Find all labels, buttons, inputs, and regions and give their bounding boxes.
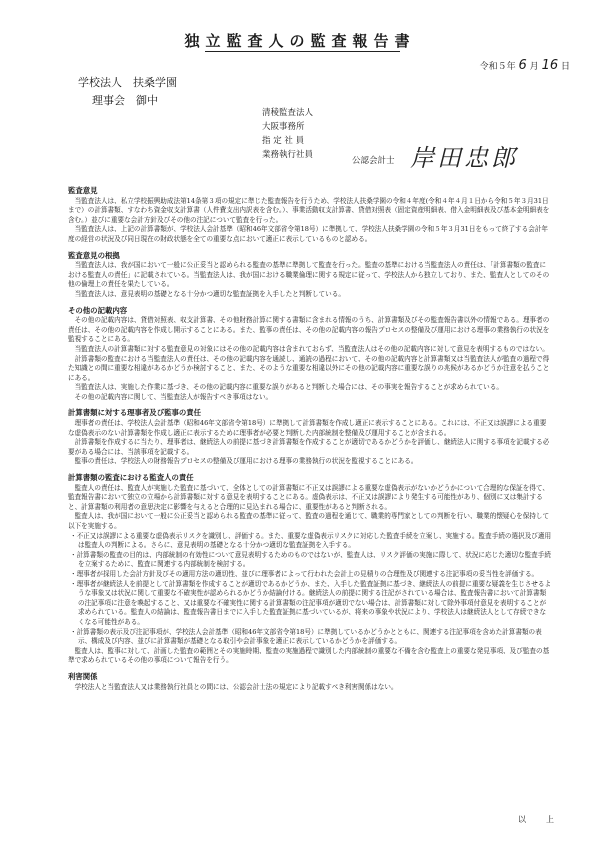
section-paragraph: 当監査法人は、意見表明の基礎となる十分かつ適切な監査証拠を入手したと判断している。 <box>74 289 345 298</box>
section-paragraph: その他の記載内容は、貸借対照表、収支計算書、その他財務計算に関する書類に含まれる情報のうち、計算書類及びその監査報告書以外の情報である。理事者の責任は、その他の記載内容を作成し開示することにある。また、監事の責任は、その他の記載内容の報告プロセスの整備及び運用における理事の業務執行の状況を監視することにある。 <box>68 316 550 344</box>
date-month-label: 月 <box>529 62 539 72</box>
bullet-marker: ・ <box>70 569 77 578</box>
bullet-text: 不正又は誤謬による重要な虚偽表示リスクを識別し、評価する。また、重要な虚偽表示リスクに対応した監査手続を立案し、実施する。監査手続の選択及び適用は監査人の判断による。さらに、意見表明の基礎となる十分かつ適切な監査証拠を入手する。 <box>76 531 552 550</box>
section-heading: 計算書類に対する理事者及び監事の責任 <box>68 408 202 418</box>
addressee-board: 理事会 御中 <box>92 94 158 107</box>
report-date <box>480 58 570 73</box>
firm-name: 清稜監査法人 <box>262 108 314 118</box>
bullet-marker: ・ <box>70 531 77 540</box>
title-underline <box>205 51 400 52</box>
bullet-text: 理事者が採用した会計方針及びその適用方法の適切性、並びに理事者によって行われた会計上の見積りの合理性及び関連する注記事項の妥当性を評価する。 <box>76 569 539 578</box>
document-title: 独立監査人の監査報告書 <box>184 32 416 50</box>
date-day: 16 <box>541 58 559 73</box>
section-paragraph: 当監査法人は、実施した作業に基づき、その他の記載内容に重要な誤りがあると判断した場合には、その事実を報告することが求められている。 <box>74 383 503 392</box>
section-paragraph: 監査人は、我が国において一般に公正妥当と認められる監査の基準に従って、監査の過程を通じて、職業的専門家としての判断を行い、職業的懐疑心を保持して以下を実施する。 <box>68 512 550 530</box>
section-paragraph: 当監査法人は、私立学校振興助成法第14条第３項の規定に準じた監査報告を行うため、学校法人扶桑学園の令和４年度(令和４年４月１日から令和５年３月31日まで）の計算書類、すなわち資金収支計算書（人件費支出内訳表を含む。）、事業活動収支計算書、貸借対照表（固定資産明細表、借入金明細表及び基本金明細表を含む。）並びに重要な会計方針及びその他の注記について監査を行った。 <box>68 196 550 224</box>
bullet-item <box>68 570 552 580</box>
firm-role-engagement: 業務執行社員 <box>262 150 314 160</box>
section-paragraph: 計算書類の監査における当監査法人の責任は、その他の記載内容を通読し、通読の過程において、その他の記載内容と計算書類又は当監査法人が監査の過程で得た知識との間に重要な相違があるかどうか検討すること、また、そのような重要な相違以外にその他の記載内容に重要な誤りの兆候があるかどうか注意を払うことにある。 <box>68 354 550 382</box>
section-paragraph: 当監査法人は、上記の計算書類が、学校法人会計基準（昭和46年文部省令第18号）に準拠して、学校法人扶桑学園の令和５年３月31日をもって終了する会計年度の経営の状況及び同日現在の財政状態を全ての重要な点において適正に表示しているものと認める。 <box>68 225 549 243</box>
bullet-marker: ・ <box>70 579 77 588</box>
signer-qualification: 公認会計士 <box>352 156 395 166</box>
date-month: 6 <box>518 58 527 73</box>
firm-role-designated: 指 定 社 員 <box>262 136 305 146</box>
signer-signature: 岸田忠郎 <box>410 144 518 172</box>
bullet-item <box>68 532 552 551</box>
bullet-item <box>68 580 552 628</box>
closing-mark: 以 上 <box>518 815 560 824</box>
bullet-marker: ・ <box>70 550 77 559</box>
bullet-item <box>68 628 552 647</box>
date-day-label: 日 <box>560 62 570 72</box>
section-paragraph: 監査人は、監事に対して、計画した監査の範囲とその実施時期、監査の実施過程で識別した内部統制の重要な不備を含む監査上の重要な発見事項、及び監査の基準で求められているその他の事項について報告を行う。 <box>68 646 550 665</box>
section-heading: その他の記載内容 <box>68 305 128 315</box>
section-paragraph: 当監査法人の計算書類に対する監査意見の対象にはその他の記載内容は含まれておらず、当監査法人はその他の記載内容に対して意見を表明するものではない。 <box>74 344 549 353</box>
section-paragraph: 計算書類を作成するに当たり、理事者は、継続法人の前提に基づき計算書類を作成することが適切であるかどうかを評価し、継続法人に関する事項を記載する必要がある場合には、当該事項を記載する。 <box>68 438 550 456</box>
report-body <box>68 180 552 692</box>
firm-office: 大阪事務所 <box>262 122 305 132</box>
section-paragraph: 当監査法人は、我が国において一般に公正妥当と認められる監査の基準に準拠して監査を行った。監査の基準における当監査法人の責任は、「計算書類の監査における監査人の責任」に記載されている。当監査法人は、我が国における職業倫理に関する規定に従って、学校法人から独立しており、また、監査人としてのその他の倫理上の責任を果たしている。 <box>68 261 550 289</box>
section-heading: 計算書類の監査における監査人の責任 <box>68 473 194 483</box>
section-paragraph: 学校法人と当監査法人又は業務執行社員との間には、公認会計士法の規定により記載すべき利害関係はない。 <box>74 682 398 691</box>
addressee-org: 学校法人 扶桑学園 <box>78 76 177 89</box>
section-paragraph: その他の記載内容に関して、当監査法人が報告すべき事項はない。 <box>74 392 273 401</box>
section-heading: 監査意見の根拠 <box>68 250 120 260</box>
section-heading: 利害関係 <box>68 671 98 681</box>
section-paragraph: 理事者の責任は、学校法人会計基準（昭和46年文部省令第18号）に準拠して計算書類を作成し適正に表示することにある。これには、不正又は誤謬による重要な虚偽表示のない計算書類を作成し適正に表示するために理事者が必要と判断した内部統制を整備及び運用することが含まれる。 <box>68 419 547 437</box>
bullet-text: 理事者が継続法人を前提として計算書類を作成することが適切であるかどうか、また、入手した監査証拠に基づき、継続法人の前提に重要な疑義を生じさせるような事象又は状況に関して重要な不確実性が認められるかどうか結論付ける。継続法人の前提に関する注記がされている場合は、監査報告書において計算書類の注記事項に注意を喚起すること、又は重要な不確実性に関する計算書類の注記事項が適切でない場合は、計算書類に対して除外事項付意見を表明することが求められている。監査人の結論は、監査報告書日までに入手した監査証拠に基づいているが、将来の事象や状況により、学校法人は継続法人として存続できなくなる可能性がある。 <box>76 579 552 626</box>
bullet-text: 計算書類の監査の目的は、内部統制の有効性について意見表明するためのものではないが、監査人は、リスク評価の実施に際して、状況に応じた適切な監査手続を立案するために、監査に関連する内部統制を検討する。 <box>76 550 551 569</box>
section-heading: 監査意見 <box>68 186 98 195</box>
section-paragraph: 監事の責任は、学校法人の財務報告プロセスの整備及び運用における理事の業務執行の状況を監視することにある。 <box>74 457 418 466</box>
bullet-item <box>68 551 552 570</box>
bullet-marker: ・ <box>70 627 77 636</box>
section-paragraph: 監査人の責任は、監査人が実施した監査に基づいて、全体としての計算書類に不正又は誤謬による重要な虚偽表示がないかどうかについて合理的な保証を得て、監査報告書において独立の立場から計算書類に対する意見を表明することにある。虚偽表示は、不正又は誤謬により発生する可能性があり、個別に又は集計すると、計算書類の利用者の意思決定に影響を与えると合理的に見込まれる場合に、重要性があると判断される。 <box>68 483 549 511</box>
date-era: 令和５年 <box>479 62 516 72</box>
bullet-text: 計算書類の表示及び注記事項が、学校法人会計基準（昭和46年文部省令第18号）に準拠しているかどうかとともに、関連する注記事項を含めた計算書類の表示、構成及び内容、並びに計算書類が基礎となる取引や会計事象を適正に表示しているかどうかを評価する。 <box>76 627 542 646</box>
